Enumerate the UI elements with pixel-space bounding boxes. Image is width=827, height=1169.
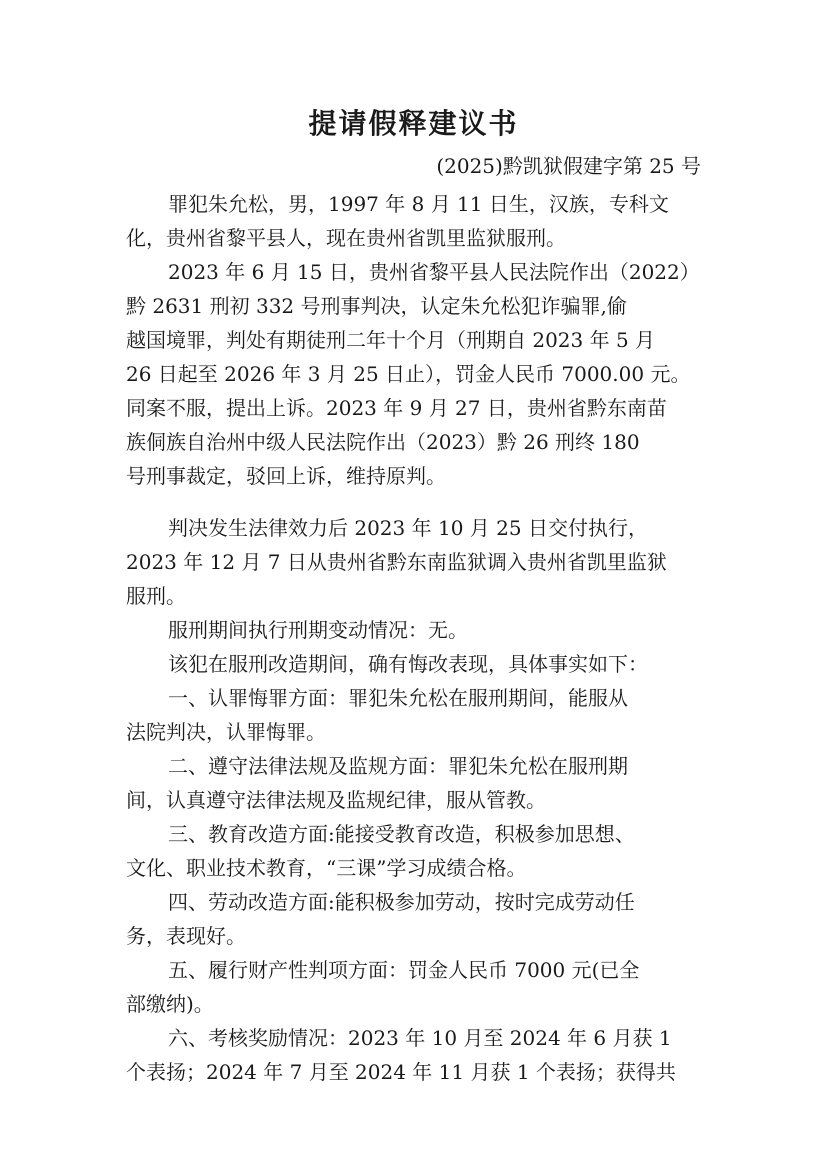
body-line: 服刑期间执行刑期变动情况：无。 xyxy=(168,618,468,642)
body-line: 四、劳动改造方面:能积极参加劳动，按时完成劳动任 xyxy=(168,890,635,914)
body-line: 个表扬；2024 年 7 月至 2024 年 11 月获 1 个表扬；获得共 xyxy=(126,1060,676,1084)
body-line: 五、履行财产性判项方面：罚金人民币 7000 元(已全 xyxy=(168,958,640,982)
body-line: 一、认罪悔罪方面：罪犯朱允松在服刑期间，能服从 xyxy=(168,686,628,710)
body-line: 族侗族自治州中级人民法院作出（2023）黔 26 刑终 180 xyxy=(126,430,640,454)
body-line: 2023 年 6 月 15 日，贵州省黎平县人民法院作出（2022） xyxy=(168,260,700,284)
document-number: (2025)黔凯狱假建字第 25 号 xyxy=(436,154,701,178)
body-line: 该犯在服刑改造期间，确有悔改表现，具体事实如下： xyxy=(168,652,648,676)
body-line: 26 日起至 2026 年 3 月 25 日止），罚金人民币 7000.00 元。 xyxy=(126,362,691,386)
body-line: 同案不服，提出上诉。2023 年 9 月 27 日，贵州省黔东南苗 xyxy=(126,396,667,420)
body-line: 化，贵州省黎平县人，现在贵州省凯里监狱服刑。 xyxy=(126,226,566,250)
document-title: 提请假释建议书 xyxy=(308,107,519,140)
body-line: 判决发生法律效力后 2023 年 10 月 25 日交付执行， xyxy=(168,516,648,540)
body-line: 黔 2631 刑初 332 号刑事判决，认定朱允松犯诈骗罪,偷 xyxy=(126,294,627,318)
body-line: 越国境罪，判处有期徒刑二年十个月（刑期自 2023 年 5 月 xyxy=(126,328,656,352)
body-line: 2023 年 12 月 7 日从贵州省黔东南监狱调入贵州省凯里监狱 xyxy=(126,550,667,574)
body-line: 六、考核奖励情况：2023 年 10 月至 2024 年 6 月获 1 xyxy=(168,1026,672,1050)
body-line: 间，认真遵守法律法规及监规纪律，服从管教。 xyxy=(126,788,546,812)
body-line: 号刑事裁定，驳回上诉，维持原判。 xyxy=(126,464,446,488)
body-line: 罪犯朱允松，男，1997 年 8 月 11 日生，汉族，专科文 xyxy=(168,192,669,216)
body-line: 二、遵守法律法规及监规方面：罪犯朱允松在服刑期 xyxy=(168,754,628,778)
body-line: 文化、职业技术教育，“三课”学习成绩合格。 xyxy=(126,856,527,880)
body-line: 三、教育改造方面:能接受教育改造，积极参加思想、 xyxy=(168,822,635,846)
body-line: 务，表现好。 xyxy=(126,924,246,948)
body-line: 法院判决，认罪悔罪。 xyxy=(126,720,326,744)
body-line: 服刑。 xyxy=(126,584,186,608)
body-line: 部缴纳)。 xyxy=(126,992,214,1016)
